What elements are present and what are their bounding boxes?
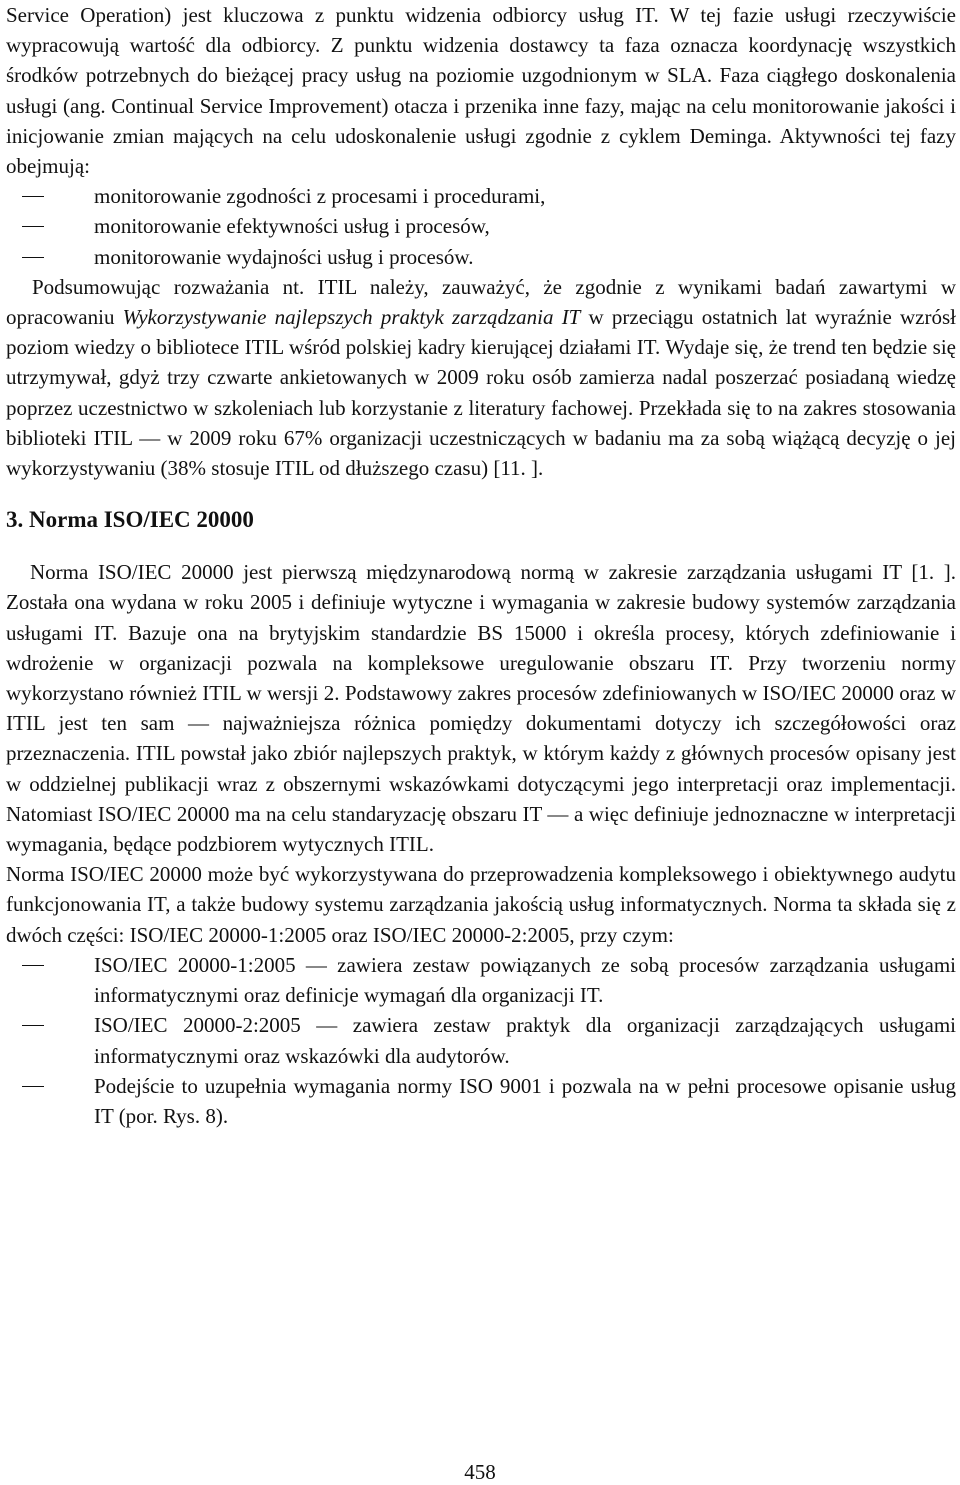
- list-item: monitorowanie zgodności z procesami i procedurami,: [6, 181, 956, 211]
- list-item: ISO/IEC 20000-1:2005 — zawiera zestaw powiązanych ze sobą procesów zarządzania usługami informatycznymi oraz definicje wymagań dla organizacji IT.: [6, 950, 956, 1010]
- summary-tail-text: w przeciągu ostatnich lat wyraźnie wzrósł poziom wiedzy o bibliotece ITIL wśród polskiej kadry kierującej działami IT. Wydaje się, że trend ten będzie się utrzymywał, gdyż trzy czwarte ankietowanych w 2009 roku osób zamierza nadal poszerzać posiadaną wiedzę poprzez uczestnictwo w szkoleniach lub korzystanie z literatury fachowej. Przekłada się to na zakres stosowania biblioteki ITIL — w 2009 roku 67% organizacji uczestniczących w badaniu ma za sobą wiążącą decyzję o jej wykorzystywaniu (38% stosuje ITIL od dłuższego czasu) [11. ].: [6, 305, 956, 481]
- list-item: ISO/IEC 20000-2:2005 — zawiera zestaw praktyk dla organizacji zarządzających usługami informatycznymi oraz wskazówki dla audytorów.: [6, 1010, 956, 1070]
- paragraph-itil-summary: [6, 272, 956, 483]
- paragraph-iso-audit: Norma ISO/IEC 20000 może być wykorzystywana do przeprowadzenia kompleksowego i obiektywnego audytu funkcjonowania IT, a także budowy systemu zarządzania jakością usług informatycznych. Norma ta składa się z dwóch części: ISO/IEC 20000-1:2005 oraz ISO/IEC 20000-2:2005, przy czym:: [6, 862, 956, 947]
- activities-list: [6, 181, 956, 272]
- page-number: 458: [464, 1460, 496, 1484]
- list-item: monitorowanie wydajności usług i procesów.: [6, 242, 956, 272]
- section-heading-wrap: [6, 483, 956, 557]
- iso-parts-list: [6, 950, 956, 1131]
- summary-lead-text: Podsumowując rozważania nt. ITIL należy, zauważyć, że zgodnie z wynikami badań zawartymi w opracowaniu: [6, 274, 956, 330]
- list-item: Podejście to uzupełnia wymagania normy ISO 9001 i pozwala na w pełni procesowe opisanie usług IT (por. Rys. 8).: [6, 1071, 956, 1131]
- paragraph-iso-intro: Norma ISO/IEC 20000 jest pierwszą międzynarodową normą w zakresie zarządzania usługami IT [1. ]. Została ona wydana w roku 2005 i definiuje wytyczne i wymagania w zakresie budowy systemów zarządzania usługami IT. Bazuje ona na brytyjskim standardzie BS 15000 i określa procesy, których zdefiniowanie i wdrożenie w organizacji pozwala na kompleksowe uregulowanie obszaru IT. Przy tworzeniu normy wykorzystano również ITIL w wersji 2. Podstawowy zakres procesów zdefiniowanych w ISO/IEC 20000 oraz w ITIL jest ten sam — najważniejsza różnica pomiędzy dokumentami dotyczy ich szczegółowości oraz przeznaczenia. ITIL powstał jako zbiór najlepszych praktyk, w którym każdy z głównych procesów opisany jest w oddzielnej publikacji wraz z obszernymi wskazówkami dotyczącymi jego interpretacji oraz implementacji. Natomiast ISO/IEC 20000 ma na celu standaryzację obszaru IT — a więc definiuje jednoznaczne w interpretacji wymagania, będące podzbiorem wytycznych ITIL.: [6, 560, 956, 857]
- publication-title: Wykorzystywanie najlepszych praktyk zarządzania IT: [122, 305, 581, 330]
- document-page: [6, 0, 956, 1131]
- section-heading: 3. Norma ISO/IEC 20000: [6, 507, 254, 533]
- list-item: monitorowanie efektywności usług i procesów,: [6, 211, 956, 241]
- paragraph-service-operation: Service Operation) jest kluczowa z punktu widzenia odbiorcy usług IT. W tej fazie usługi rzeczywiście wypracowują wartość dla odbiorcy. Z punktu widzenia dostawcy ta faza oznacza koordynację wszystkich środków potrzebnych do bieżącej pracy usług na poziomie uzgodnionym w SLA. Faza ciągłego doskonalenia usługi (ang. Continual Service Improvement) otacza i przenika inne fazy, mając na celu monitorowanie jakości i inicjowanie zmian mających na celu udoskonalenie usługi zgodnie z cyklem Deminga. Aktywności tej fazy obejmują:: [6, 3, 956, 179]
